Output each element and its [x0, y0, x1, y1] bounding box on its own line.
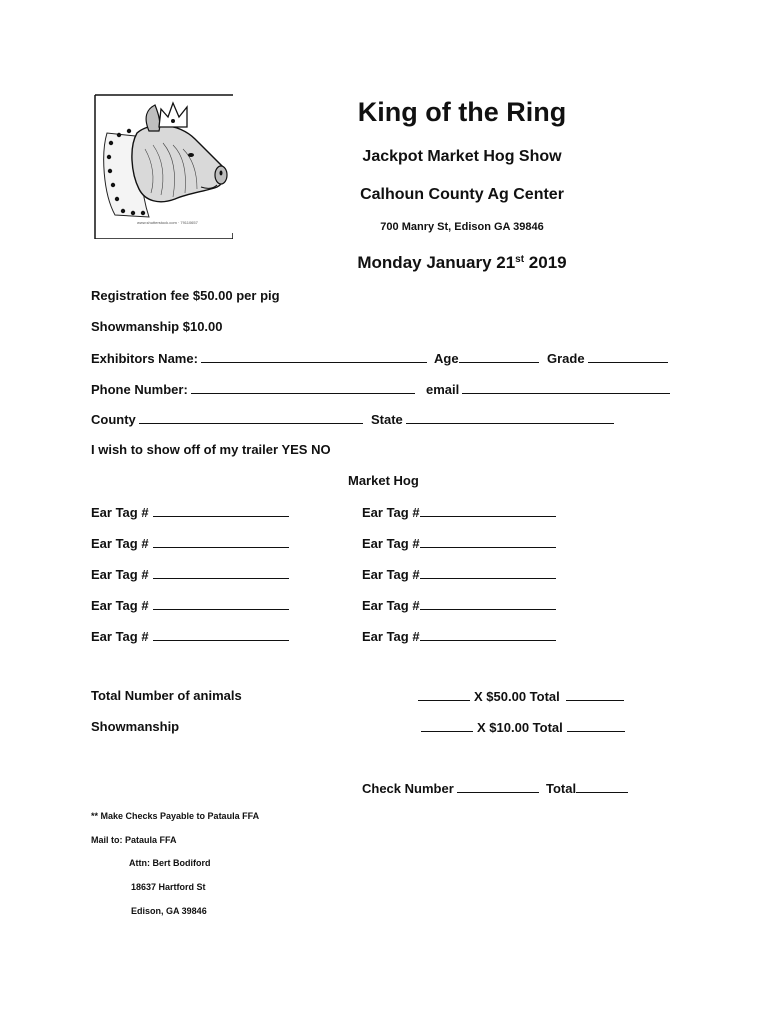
ear-tag-left-row	[91, 504, 289, 520]
checks-payable-note: ** Make Checks Payable to Pataula FFA	[91, 811, 260, 821]
market-hog-heading: Market Hog	[348, 473, 419, 488]
county-label: County	[91, 412, 136, 427]
ear-tag-right-row	[362, 566, 556, 582]
county-field[interactable]	[139, 411, 363, 424]
total-animals-label: Total Number of animals	[91, 688, 242, 703]
age-field[interactable]	[459, 350, 539, 363]
exhibitor-name-label: Exhibitors Name:	[91, 351, 198, 366]
county-row	[91, 411, 363, 427]
state-row	[371, 411, 614, 427]
grade-row	[547, 350, 668, 366]
showmanship-fee: Showmanship $10.00	[91, 319, 223, 334]
phone-label: Phone Number:	[91, 382, 188, 397]
showmanship-total-field[interactable]	[567, 719, 625, 732]
ear-tag-right-field[interactable]	[420, 597, 556, 610]
ear-tag-left-field[interactable]	[153, 566, 289, 579]
ear-tag-left-row	[91, 566, 289, 582]
ear-tag-right-label: Ear Tag #	[362, 567, 420, 582]
ear-tag-left-row	[91, 628, 289, 644]
exhibitor-name-row	[91, 350, 427, 366]
age-row	[434, 350, 539, 366]
animal-count-field[interactable]	[418, 688, 470, 701]
check-number-field[interactable]	[457, 780, 539, 793]
check-total-label: Total	[546, 781, 577, 796]
ear-tag-left-label: Ear Tag #	[91, 629, 149, 644]
event-date: Monday January 21st 2019	[357, 253, 567, 272]
ear-tag-right-field[interactable]	[420, 566, 556, 579]
ear-tag-right-field[interactable]	[420, 628, 556, 641]
grade-label: Grade	[547, 351, 585, 366]
ear-tag-right-field[interactable]	[420, 504, 556, 517]
trailer-question: I wish to show off of my trailer YES NO	[91, 442, 331, 457]
hog-logo-image	[93, 93, 233, 239]
venue-address: 700 Manry St, Edison GA 39846	[380, 221, 544, 233]
showmanship-label: Showmanship	[91, 719, 180, 734]
phone-field[interactable]	[191, 381, 415, 394]
email-field[interactable]	[462, 381, 670, 394]
crowned-hog-illustration	[93, 93, 233, 239]
check-number-row	[362, 780, 539, 796]
grade-field[interactable]	[588, 350, 668, 363]
email-row	[426, 381, 670, 397]
ear-tag-left-row	[91, 597, 289, 613]
showmanship-calc-row	[421, 719, 625, 735]
state-label: State	[371, 412, 403, 427]
venue-name: Calhoun County Ag Center	[360, 186, 564, 203]
ear-tag-left-field[interactable]	[153, 628, 289, 641]
ear-tag-left-label: Ear Tag #	[91, 505, 149, 520]
exhibitor-name-field[interactable]	[201, 350, 427, 363]
total-animals-calc-row	[418, 688, 624, 704]
animals-total-field[interactable]	[566, 688, 624, 701]
age-label: Age	[434, 351, 459, 366]
check-total-row	[546, 780, 628, 796]
ear-tag-left-label: Ear Tag #	[91, 536, 149, 551]
phone-row	[91, 381, 415, 397]
ear-tag-right-row	[362, 597, 556, 613]
ear-tag-right-label: Ear Tag #	[362, 505, 420, 520]
ear-tag-right-label: Ear Tag #	[362, 536, 420, 551]
email-label: email	[426, 382, 460, 397]
ear-tag-left-field[interactable]	[153, 504, 289, 517]
city-line: Edison, GA 39846	[131, 906, 207, 916]
ear-tag-right-label: Ear Tag #	[362, 629, 420, 644]
animals-calc-text: X $50.00 Total	[474, 689, 560, 704]
check-number-label: Check Number	[362, 781, 454, 796]
ear-tag-left-row	[91, 535, 289, 551]
ear-tag-right-label: Ear Tag #	[362, 598, 420, 613]
ear-tag-left-label: Ear Tag #	[91, 567, 149, 582]
showmanship-calc-text: X $10.00 Total	[477, 720, 563, 735]
event-subtitle: Jackpot Market Hog Show	[362, 148, 562, 165]
ear-tag-left-label: Ear Tag #	[91, 598, 149, 613]
mail-to-line: Mail to: Pataula FFA	[91, 835, 177, 845]
attn-line: Attn: Bert Bodiford	[129, 858, 211, 868]
street-line: 18637 Hartford St	[131, 882, 206, 892]
state-field[interactable]	[406, 411, 614, 424]
ear-tag-left-field[interactable]	[153, 597, 289, 610]
ear-tag-right-row	[362, 504, 556, 520]
page-title: King of the Ring	[357, 97, 567, 127]
ear-tag-right-field[interactable]	[420, 535, 556, 548]
check-total-field[interactable]	[576, 780, 628, 793]
ear-tag-left-field[interactable]	[153, 535, 289, 548]
logo-caption: www.shutterstock.com · 79110657	[137, 220, 198, 225]
showmanship-count-field[interactable]	[421, 719, 473, 732]
ear-tag-right-row	[362, 535, 556, 551]
registration-fee: Registration fee $50.00 per pig	[91, 288, 280, 303]
ear-tag-right-row	[362, 628, 556, 644]
